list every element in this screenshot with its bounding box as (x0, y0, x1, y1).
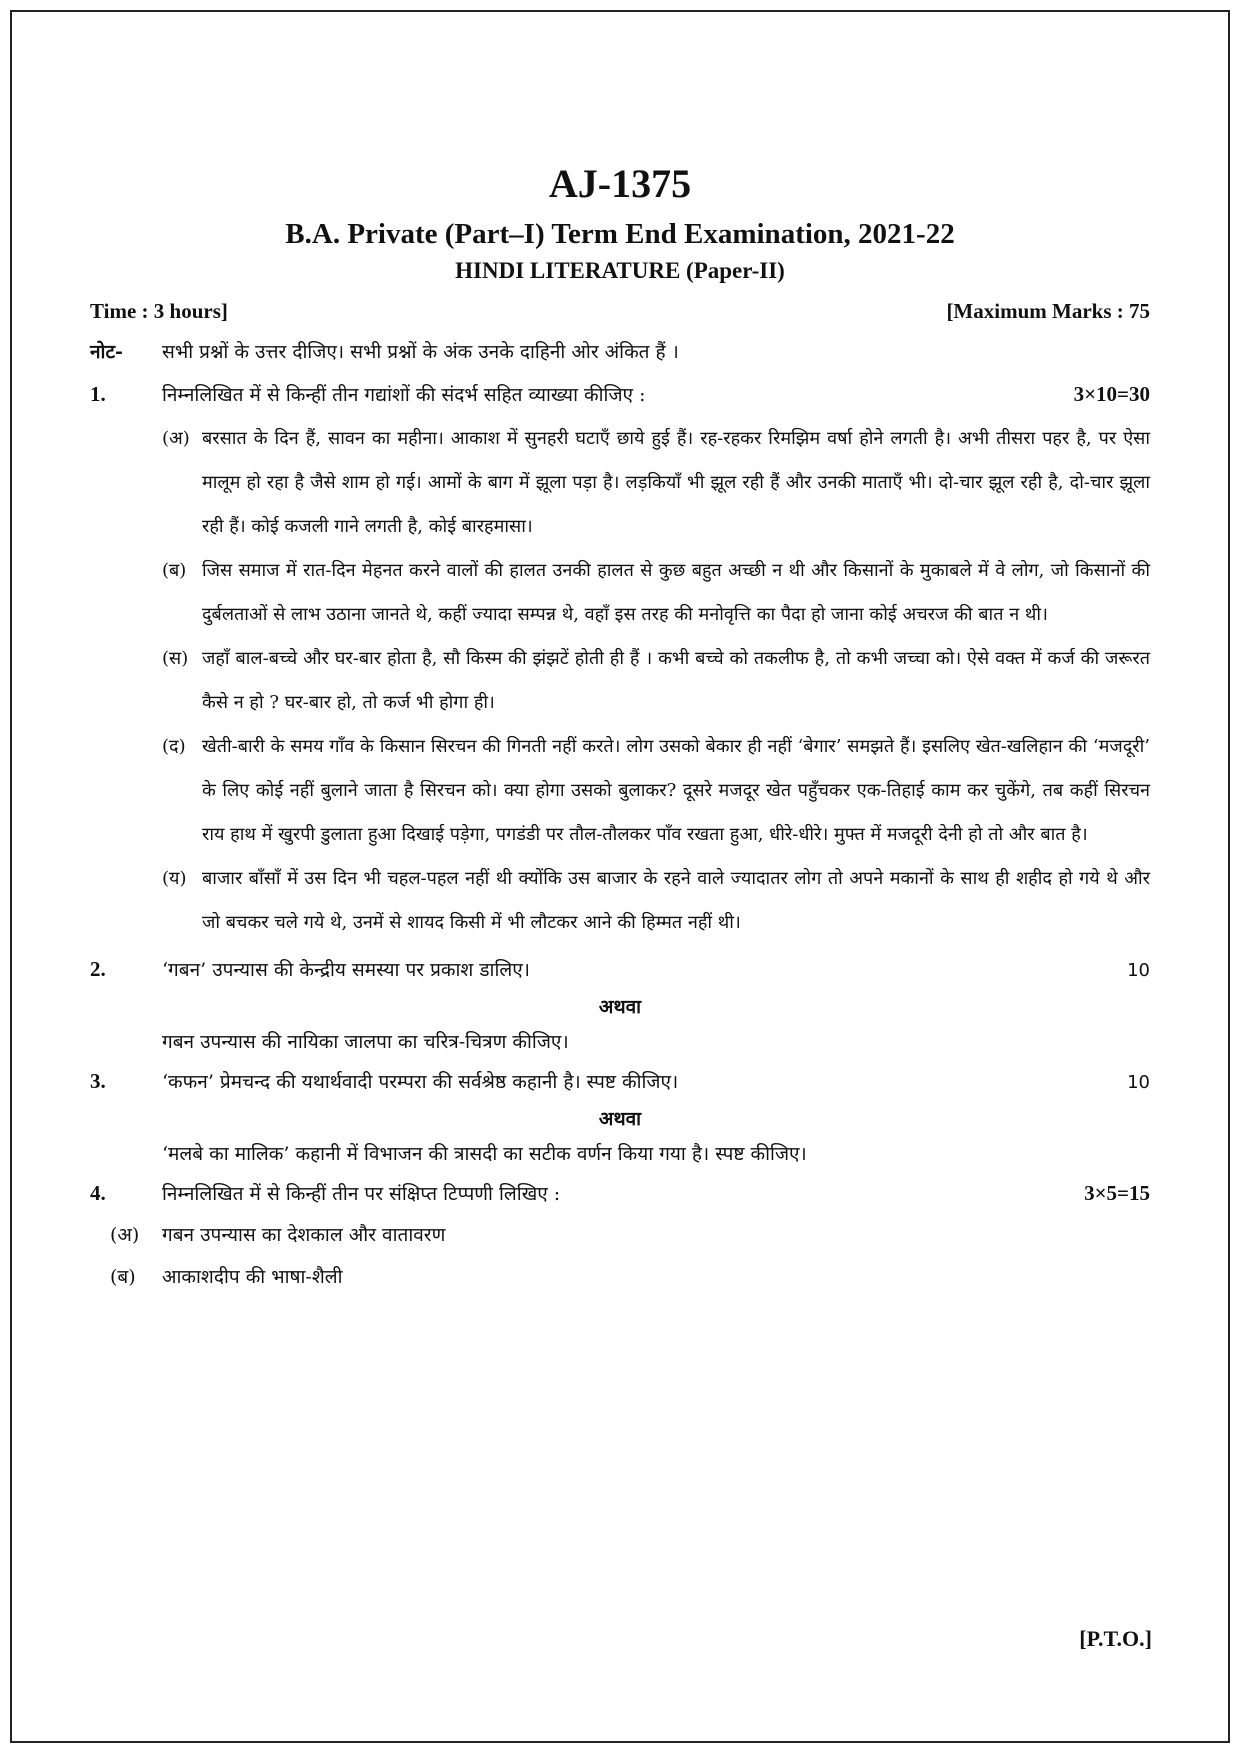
or-divider: अथवा (598, 996, 642, 1018)
exam-paper (90, 160, 1150, 1292)
question-number: 2. (90, 957, 106, 981)
passage-text: जिस समाज में रात-दिन मेहनत करने वालों की हालत उनकी हालत से कुछ बहुत अच्छी न थी और किसानों के मुकाबले में वे लोग, जो किसानों की दुर्बलताओं से लाभ उठाना जानते थे, कहीं ज्यादा सम्पन्न थे, वहाँ इस तरह की मनोवृत्ति का पैदा हो जाना कोई अचरज की बात न थी। (202, 560, 1150, 625)
sub-item-label: (अ) (110, 1224, 140, 1246)
max-marks-label: [Maximum Marks : 75 (946, 299, 1150, 323)
question-2 (90, 955, 1150, 985)
passage-text: बाजार बाँसाँ में उस दिन भी चहल-पहल नहीं थी क्योंकि उस बाजार के रहने वाले ज्यादातर लोग तो अपने मकानों के साथ ही शहीद हो गये थे और जो बचकर चले गये थे, उनमें से शायद किसी में भी लौटकर आने की हिम्मत नहीं थी। (202, 868, 1150, 933)
sub-item-text: गबन उपन्यास का देशकाल और वातावरण (162, 1224, 446, 1246)
note-text: सभी प्रश्नों के उत्तर दीजिए। सभी प्रश्नों के अंक उनके दाहिनी ओर अंकित हैं । (162, 341, 679, 363)
passage-text: बरसात के दिन हैं, सावन का महीना। आकाश में सुनहरी घटाएँ छाये हुई हैं। रह-रहकर रिमझिम वर्षा होने लगती है। अभी तीसरा पहर है, पर ऐसा मालूम हो रहा है जैसे शाम हो गई। आमों के बाग में झूला पड़ा है। लड़कियाँ भी झूल रही हैं और उनकी माताएँ भी। दो-चार झूल रही है, दो-चार झूला रही हैं। कोई कजली गाने लगती है, कोई बारहमासा। (202, 428, 1150, 537)
question-text: निम्नलिखित में से किन्हीं तीन गद्यांशों की संदर्भ सहित व्याख्या कीजिए : (162, 384, 646, 406)
passage-a (162, 417, 1150, 549)
question-3 (90, 1067, 1150, 1097)
question-4 (90, 1179, 1150, 1208)
question-text: ‘कफन’ प्रेमचन्द की यथार्थवादी परम्परा की सर्वश्रेष्ठ कहानी है। स्पष्ट कीजिए। (162, 1071, 679, 1093)
passage-b (162, 549, 1150, 637)
exam-meta (90, 296, 1150, 326)
question-number: 4. (90, 1181, 106, 1205)
or-divider: अथवा (598, 1108, 642, 1130)
passage-c (162, 637, 1150, 725)
passage-text: जहाँ बाल-बच्चे और घर-बार होता है, सौ किस्म की झंझटें होती ही हैं । कभी बच्चे को तकलीफ है, तो कभी जच्चा को। ऐसे वक्त में कर्ज की जरूरत कैसे न हो ? घर-बार हो, तो कर्ज भी होगा ही। (202, 648, 1150, 713)
passage-text: खेती-बारी के समय गाँव के किसान सिरचन की गिनती नहीं करते। लोग उसको बेकार ही नहीं ‘बेगार’ समझते हैं। इसलिए खेत-खलिहान की ‘मजदूरी’ के लिए कोई नहीं बुलाने जाता है सिरचन को। क्या होगा उसको बुलाकर? दूसरे मजदूर खेत पहुँचकर एक-तिहाई काम कर चुकेंगे, तब कहीं सिरचन राय हाथ में खुरपी डुलाता हुआ दिखाई पड़ेगा, पगडंडी पर तौल-तौलकर पाँव रखता हुआ, धीरे-धीरे। मुफ्त में मजदूरी देनी हो तो और बात है। (202, 736, 1150, 845)
paper-code: AJ-1375 (548, 161, 692, 206)
passage-label: (स) (162, 648, 189, 669)
passage-label: (द) (162, 736, 186, 757)
question-marks: 10 (1127, 960, 1150, 981)
question-marks: 3×10=30 (1073, 382, 1150, 406)
alternative-question: ‘मलबे का मालिक’ कहानी में विभाजन की त्रासदी का सटीक वर्णन किया गया है। स्पष्ट कीजिए। (162, 1143, 807, 1165)
question-number: 3. (90, 1069, 106, 1093)
passage-d (162, 725, 1150, 857)
question-marks: 3×5=15 (1084, 1181, 1150, 1205)
sub-item-a (110, 1220, 1150, 1250)
passage-label: (य) (162, 868, 187, 889)
passage-label: (ब) (162, 560, 187, 581)
question-1 (90, 380, 1150, 409)
sub-item-text: आकाशदीप की भाषा-शैली (162, 1266, 343, 1288)
note (90, 338, 1150, 366)
passage-label: (अ) (162, 428, 190, 449)
sub-item-label: (ब) (110, 1266, 136, 1288)
sub-item-b (110, 1262, 1150, 1292)
question-number: 1. (90, 382, 106, 406)
question-text: ‘गबन’ उपन्यास की केन्द्रीय समस्या पर प्रकाश डालिए। (162, 959, 530, 981)
alternative-question: गबन उपन्यास की नायिका जालपा का चरित्र-चित्रण कीजिए। (162, 1031, 569, 1053)
note-label: नोट- (90, 341, 123, 363)
time-label: Time : 3 hours] (90, 299, 228, 323)
exam-title: B.A. Private (Part–I) Term End Examination, 2021-22 (285, 218, 955, 250)
question-text: निम्नलिखित में से किन्हीं तीन पर संक्षिप्त टिप्पणी लिखिए : (162, 1183, 561, 1205)
question-marks: 10 (1127, 1072, 1150, 1093)
subject-title: HINDI LITERATURE (Paper-II) (455, 258, 785, 283)
passage-e (162, 857, 1150, 945)
pto-label: [P.T.O.] (1079, 1626, 1152, 1651)
